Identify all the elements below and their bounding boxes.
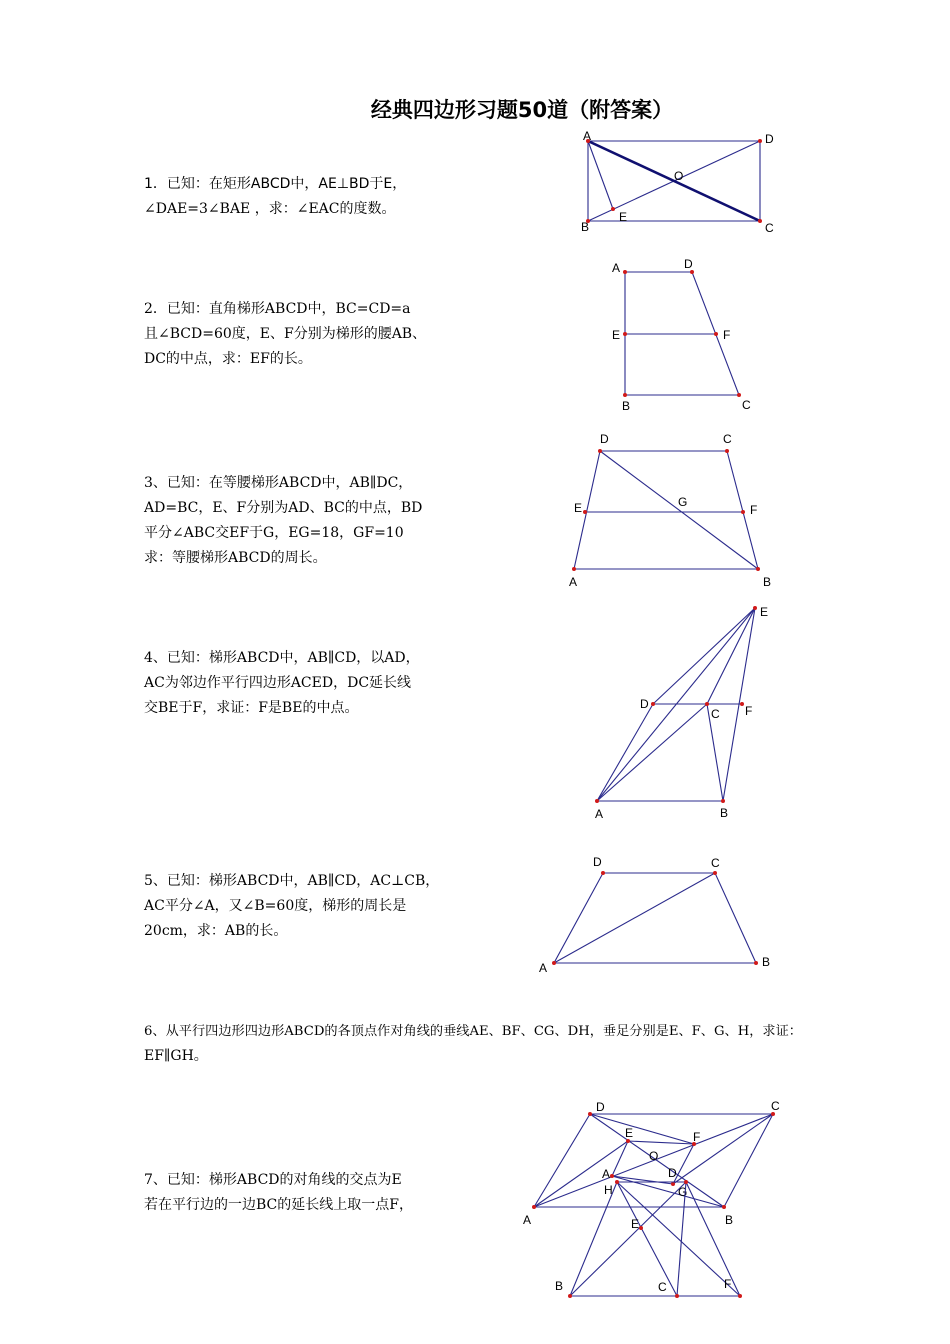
fig5-label-c: C <box>711 856 720 870</box>
fig2-label-c: C <box>742 398 751 412</box>
problem-4-line-2: AC为邻边作平行四边形ACED，DC延长线 <box>144 675 412 691</box>
problem-6-line-2: EF∥GH。 <box>144 1048 208 1064</box>
problem-1-line-1: 1．已知：在矩形ABCD中，AE⊥BD于E， <box>144 176 407 192</box>
fig5-label-b: B <box>762 955 771 969</box>
problem-6-line-1: 6、从平行四边形四边形ABCD的各顶点作对角线的垂线AE、BF、CG、DH，垂足分别是E、F、G、H，求证： <box>144 1024 802 1039</box>
problem-4-line-1: 4、已知：梯形ABCD中，AB∥CD，以AD， <box>144 650 420 666</box>
problem-5-line-1: 5、已知：梯形ABCD中，AB∥CD，AC⊥CB， <box>144 873 440 889</box>
fig5-label-d: D <box>593 855 602 869</box>
fig7-label-d: D <box>668 1166 677 1180</box>
fig3-label-d: D <box>600 432 609 446</box>
fig6-label-e: E <box>625 1126 634 1140</box>
fig1-label-d: D <box>765 132 774 146</box>
fig2-label-d: D <box>684 257 693 271</box>
fig2-label-e: E <box>612 328 621 342</box>
fig6-label-a: A <box>523 1213 532 1227</box>
fig3-label-e: E <box>574 501 583 515</box>
figure-2-right-trapezoid <box>612 257 751 413</box>
problem-7-line-1: 7、已知：梯形ABCD的对角线的交点为E <box>144 1172 402 1188</box>
problem-3-line-2: AD=BC，E、F分别为AD、BC的中点，BD <box>144 500 423 516</box>
fig1-label-a: A <box>583 129 592 143</box>
fig3-label-c: C <box>723 432 732 446</box>
figure-4-trapezoid-parallelogram <box>595 605 768 821</box>
fig1-label-b: B <box>581 220 590 234</box>
problem-3-line-1: 3、已知：在等腰梯形ABCD中，AB∥DC， <box>144 475 413 491</box>
problem-5-line-2: AC平分∠A，又∠B=60度，梯形的周长是 <box>144 898 407 914</box>
fig3-label-b: B <box>763 575 772 589</box>
problem-7-line-2: 若在平行边的一边BC的延长线上取一点F， <box>144 1197 413 1213</box>
figure-6-parallelogram <box>523 1099 780 1227</box>
fig6-label-f: F <box>693 1130 701 1144</box>
problem-5-line-3: 20cm，求：AB的长。 <box>144 923 288 939</box>
problem-3-line-3: 平分∠ABC交EF于G，EG=18，GF=10 <box>144 525 404 541</box>
fig7-label-a: A <box>602 1167 611 1181</box>
fig2-label-f: F <box>723 328 731 342</box>
fig2-label-a: A <box>612 261 621 275</box>
fig7-label-b: B <box>555 1279 564 1293</box>
fig5-label-a: A <box>539 961 548 975</box>
figure-5-trapezoid <box>539 855 770 975</box>
problem-4-line-3: 交BE于F，求证：F是BE的中点。 <box>144 700 359 716</box>
fig2-label-b: B <box>622 399 631 413</box>
figure-1-rectangle <box>581 129 774 235</box>
figure-3-isosceles-trapezoid <box>569 432 771 589</box>
fig4-label-a: A <box>595 807 604 821</box>
fig3-label-a: A <box>569 575 578 589</box>
fig4-label-c: C <box>711 707 720 721</box>
fig6-label-d: D <box>596 1100 605 1114</box>
fig1-label-e: E <box>619 210 628 224</box>
problem-2-line-2: 且∠BCD=60度，E、F分别为梯形的腰AB、 <box>144 326 427 342</box>
page-title: 经典四边形习题50道（附答案） <box>370 98 674 122</box>
fig6-label-o: O <box>649 1149 659 1163</box>
fig6-label-b: B <box>725 1213 734 1227</box>
fig1-label-c: C <box>765 221 774 235</box>
fig4-label-d: D <box>640 697 649 711</box>
fig7-label-e: E <box>631 1217 640 1231</box>
fig7-label-c: C <box>658 1280 667 1294</box>
fig4-label-b: B <box>720 806 729 820</box>
fig6-label-g: G <box>678 1185 688 1199</box>
fig1-label-o: O <box>674 169 684 183</box>
fig4-label-f: F <box>745 704 753 718</box>
problem-1-line-2: ∠DAE=3∠BAE ，求：∠EAC的度数。 <box>144 201 396 217</box>
fig6-label-h: H <box>604 1183 613 1197</box>
fig7-label-f: F <box>724 1277 732 1291</box>
problem-2-line-3: DC的中点，求：EF的长。 <box>144 351 312 367</box>
fig3-label-f: F <box>750 503 758 517</box>
problem-3-line-4: 求：等腰梯形ABCD的周长。 <box>144 550 327 566</box>
problem-2-line-1: 2．已知：直角梯形ABCD中，BC=CD=a <box>144 301 411 317</box>
fig6-label-c: C <box>771 1099 780 1113</box>
fig3-label-g: G <box>678 495 688 509</box>
fig4-label-e: E <box>760 605 769 619</box>
